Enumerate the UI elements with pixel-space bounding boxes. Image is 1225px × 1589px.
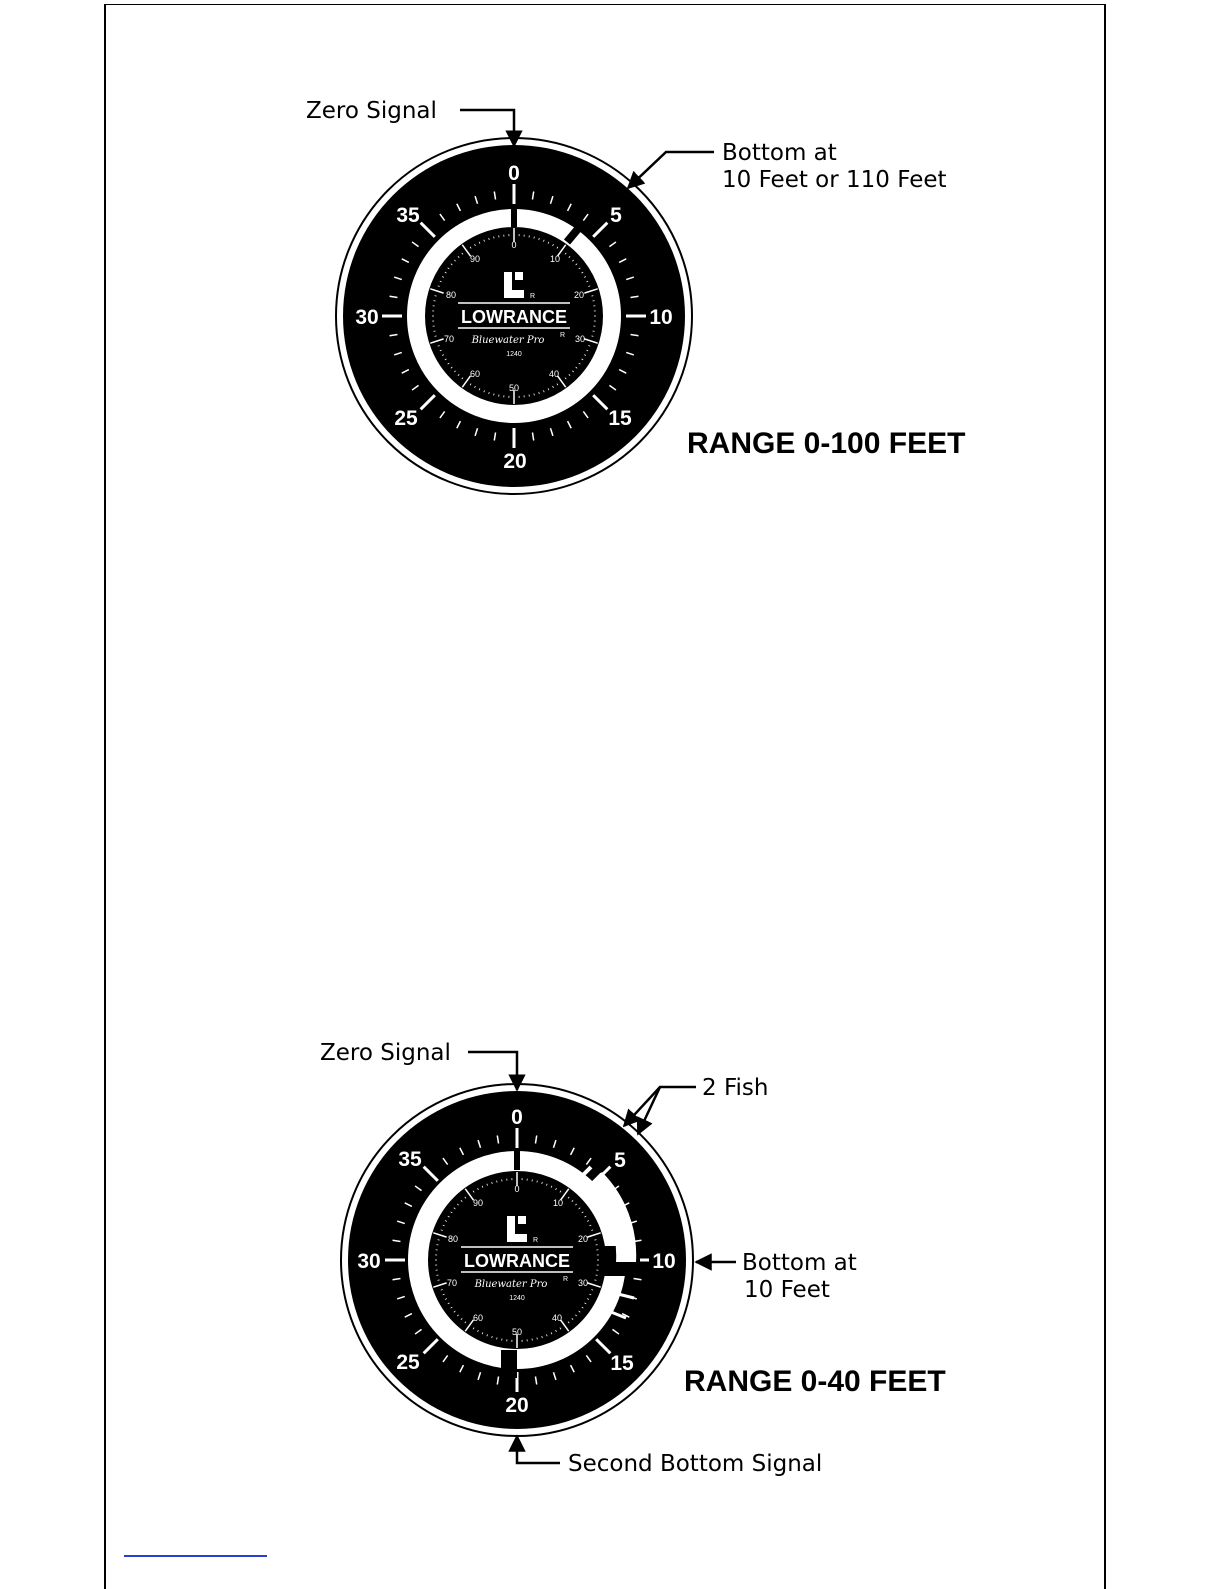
dial-bottom-label-15: 15: [610, 1352, 634, 1375]
top-bottom-arrow: [628, 152, 714, 188]
svg-text:R: R: [530, 293, 535, 300]
bottom-fish-arrow-1: [624, 1087, 696, 1126]
dial-bottom-model-mark: R: [563, 1276, 568, 1283]
dial-bottom-inner-0: 0: [514, 1184, 519, 1194]
dial-bottom-inner-20: 20: [578, 1234, 588, 1244]
dial-bottom-inner-50: 50: [512, 1327, 522, 1337]
dial-top: [336, 138, 692, 494]
top-bottom-label-line2: 10 Feet or 110 Feet: [722, 167, 947, 193]
dial-top-label-0: 0: [508, 162, 520, 185]
dial-bottom-label-35: 35: [398, 1148, 422, 1171]
bottom-bottom-label-line2: 10 Feet: [744, 1277, 830, 1303]
bottom-range-title: RANGE 0-40 FEET: [684, 1365, 946, 1398]
bottom-second-bottom-label: Second Bottom Signal: [568, 1451, 822, 1477]
dial-bottom-model-number: 1240: [509, 1295, 525, 1302]
top-range-title: RANGE 0-100 FEET: [687, 427, 965, 460]
dial-top-model-number: 1240: [506, 351, 522, 358]
dial-bottom: [341, 1084, 693, 1436]
dial-top-label-10: 10: [649, 306, 672, 329]
dial-top-inner-40: 40: [549, 369, 559, 379]
dial-top-inner-50: 50: [509, 383, 519, 393]
dial-top-label-5: 5: [610, 204, 622, 227]
dial-top-inner-10: 10: [550, 254, 560, 264]
dial-top-label-15: 15: [608, 407, 632, 430]
dial-bottom-label-5: 5: [614, 1149, 626, 1172]
dial-bottom-inner-30: 30: [578, 1278, 588, 1288]
dial-top-label-35: 35: [396, 204, 420, 227]
dial-top-inner-90: 90: [470, 254, 480, 264]
bottom-bottom-label-line1: Bottom at: [742, 1250, 857, 1276]
dial-top-inner-80: 80: [446, 290, 456, 300]
dial-bottom-inner-80: 80: [448, 1234, 458, 1244]
dial-bottom-second-bottom-mark: [501, 1350, 517, 1378]
dial-bottom-zero-signal-mark: [514, 1148, 520, 1170]
dial-bottom-inner-10: 10: [553, 1198, 563, 1208]
svg-text:R: R: [533, 1237, 538, 1244]
dial-top-label-25: 25: [394, 407, 418, 430]
bottom-zero-signal-label: Zero Signal: [320, 1040, 451, 1066]
dial-bottom-label-20: 20: [505, 1394, 528, 1417]
dial-top-model: Bluewater Pro: [471, 335, 545, 346]
dial-bottom-inner-70: 70: [447, 1278, 457, 1288]
dial-top-brand: LOWRANCE: [461, 307, 567, 327]
dial-top-inner-60: 60: [470, 369, 480, 379]
bottom-second-bottom-arrow: [517, 1436, 560, 1463]
dial-top-inner-30: 30: [575, 334, 585, 344]
dial-bottom-inner-90: 90: [473, 1198, 483, 1208]
dial-top-label-20: 20: [503, 450, 526, 473]
dial-top-model-mark: R: [560, 332, 565, 339]
dial-bottom-label-30: 30: [357, 1250, 380, 1273]
dial-bottom-label-0: 0: [511, 1106, 523, 1129]
bottom-fish-arrow-2: [638, 1087, 660, 1134]
top-zero-signal-label: Zero Signal: [306, 98, 437, 124]
dial-bottom-label-10: 10: [652, 1250, 675, 1273]
dial-bottom-inner-60: 60: [473, 1313, 483, 1323]
dial-bottom-brand: LOWRANCE: [464, 1251, 570, 1271]
dial-bottom-model: Bluewater Pro: [474, 1279, 548, 1290]
top-bottom-label-line1: Bottom at: [722, 140, 837, 166]
bottom-two-fish-label: 2 Fish: [702, 1075, 768, 1101]
dial-bottom-label-25: 25: [396, 1351, 420, 1374]
dial-top-inner-20: 20: [574, 290, 584, 300]
dial-top-zero-signal-mark: [511, 205, 517, 227]
dial-bottom-inner-40: 40: [552, 1313, 562, 1323]
dial-top-label-30: 30: [355, 306, 378, 329]
dial-top-inner-0: 0: [511, 240, 516, 250]
dial-top-inner-70: 70: [444, 334, 454, 344]
